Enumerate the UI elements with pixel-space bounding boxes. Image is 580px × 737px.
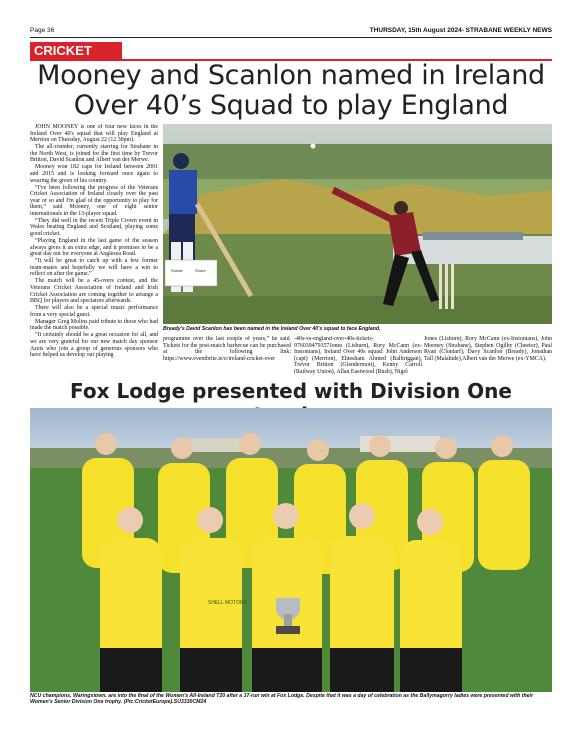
article-1-column-4: Jones (Lisburn), Rory McCann (ex-Instonians), John Mooney (Strabane), Stephen Ogilby (Cheetor), Paul Ryan (Clontarf), Davy Scanlon (Bready), Jonathan Tall (Malahide),Albert van der Merwe (ex-YMCA).: [424, 336, 552, 362]
cricket-scene-illustration: [163, 124, 552, 324]
photo-caption-2: NCU champions, Waringstown, are into the final of the Women's All-Ireland T20 after a 37-run win at Fox Lodge. Despite that it was a day of celebration as the Ballymagorry ladies were presented with their Women's Senior Division One trophy. (Pic:CricketEurope).SU3330CM24: [30, 693, 533, 706]
paragraph: “I've been following the progress of the Veterans Cricket Association of Ireland closely over the past year or so and I'm glad of the opportunity to play for them,” said Mooney, one of eight senior internationals in the 13-player squad.: [30, 184, 158, 217]
article-1-column-1: [30, 124, 158, 360]
headline-article-1: [30, 61, 552, 121]
paragraph: JOHN MOONEY is one of four new faces in the Ireland Over 40's squad that will play England at Merrion on Thursday, August 22 (12.30pm).: [30, 124, 158, 144]
date-line: THURSDAY, 15th August 2024- STRABANE WEEKLY NEWS: [369, 27, 552, 34]
paragraph: Mooney won 182 caps for Ireland between 2001 and 2015 and is looking forward once again to wearing the green of his country.: [30, 164, 158, 184]
paragraph: “Playing England in the last game of the season always gives it an extra edge, and it promises to be a great day out for everyone at Anglesea Road.: [30, 238, 158, 258]
headline-line-1: Mooney and Scanlon named in Ireland: [37, 60, 545, 91]
team-photo: [30, 408, 552, 692]
toolbar-rotate-label: Rotate: [171, 268, 183, 273]
paragraph: There will also be a special music performance from a very special guest.: [30, 305, 158, 318]
paragraph: “They did well in the recent Triple Crown event in Wales beating England and Scotland, playing some good cricket.: [30, 217, 158, 238]
paragraph: “It certainly should be a great occasion for all, and we are very grateful for our new match day sponsor Azets who join a group of generous sponsors who have helped us develop our playing: [30, 332, 158, 359]
toolbar-share-label: Share: [195, 268, 206, 273]
sponsor-text: SHELL MOTORS: [208, 600, 247, 606]
paragraph: “It will be great to catch up with a few former team-mates and hopefully we will have a win to reflect on after the game.”: [30, 258, 158, 278]
page-number: Page 36: [30, 27, 55, 34]
article-1-column-3: -40s-vs-england-over-40s-tickets-976039479357Jones (Lisburn), Rory McCann (ex-Instonians), Ireland Over 40s squad: John Anderson (capt) (Merrion), Ehtesham Ahmed (Balbriggan), Trevor Britton (Glendermott), Kenny Carroll (Railway Union), Allan Eastwood (Rush), Nigel: [294, 336, 422, 375]
trophy-icon: [276, 598, 300, 634]
paragraph: The all-rounder, currently starring for Strabane in the North West, is joined for the first time by Trevor Britton, David Scanlon and Albert van der Merwe.: [30, 144, 158, 164]
article-1-column-2: programme over the last couple of years,” he said. Tickets for the post-match barbecue can be purchased at the following link: https://www.eventbrite.ie/e/ireland-cricket-over: [163, 336, 291, 362]
paragraph: Manager Greg Molins paid tribute to those who had made the match possible.: [30, 318, 158, 332]
team-photo-illustration: [30, 408, 552, 692]
section-label: CRICKET: [30, 42, 122, 60]
page-header: [30, 26, 552, 38]
headline-line-2: Over 40’s Squad to play England: [73, 90, 509, 121]
headline-article-2: Fox Lodge presented with Division One: [70, 379, 512, 403]
paragraph: The match will be a 45-overs contest, and the Veterans Cricket Association of Ireland and Irish Cricket Association are coming together to arrange a BBQ for players and spectators afterwards.: [30, 278, 158, 305]
photo-caption-1: Bready's David Scanlon has been named in the Ireland Over 40's squad to face England.: [163, 326, 381, 332]
cricket-photo: [163, 124, 552, 324]
